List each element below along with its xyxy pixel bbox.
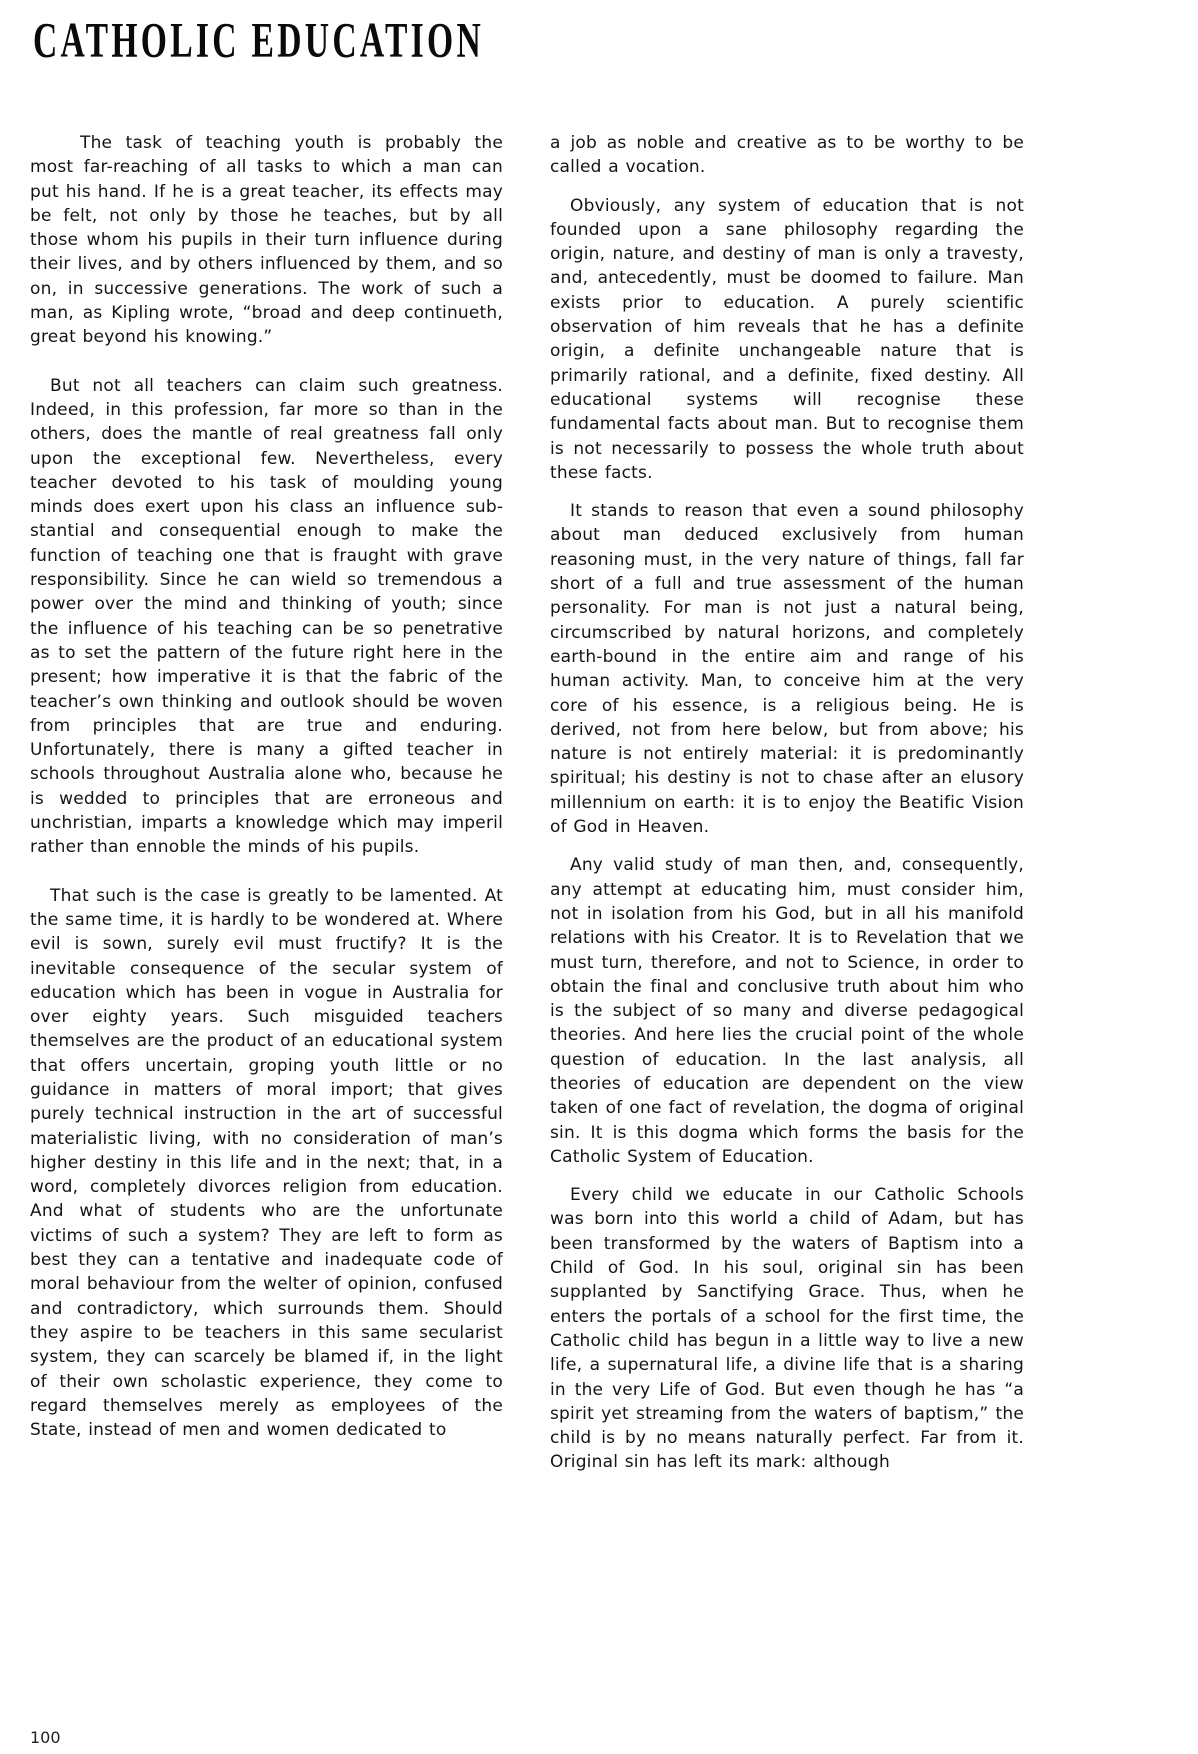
left-column — [30, 131, 503, 1442]
paragraph: But not all teachers can claim such greatness. Indeed, in this profession, far more so than in the others, does the mantle of real greatness fall only upon the exceptional few. Nevertheless, every teacher devoted to his task of moulding young minds does exert upon his class an influence substantial and consequential enough to make the function of teaching one that is fraught with grave responsibility. Since he can wield so tremendous a power over the mind and thinking of youth; since the influence of his teaching can be so penetrative as to set the pattern of the future right here in the present; how imperative it is that the fabric of the teacher’s own thinking and outlook should be woven from principles that are true and enduring. Unfortunately, there is many a gifted teacher in schools throughout Australia alone who, because he is wedded to principles that are erroneous and unchristian, imparts a knowledge which may imperil rather than ennoble the minds of his pupils. — [30, 375, 503, 858]
paragraph: That such is the case is greatly to be lamented. At the same time, it is hardly to be wondered at. Where evil is sown, surely evil must fructify? It is the inevitable consequence of the secular system of education which has been in vogue in Australia for over eighty years. Such misguided teachers themselves are the product of an educational system that offers uncertain, groping youth little or no guidance in matters of moral import; that gives purely technical instruction in the art of successful materialistic living, with no consideration of man’s higher destiny in this life and in the next; that, in a word, completely divorces religion from education. And what of students who are the unfortunate victims of such a system? They are left to form as best they can a tentative and inadequate code of moral behaviour from the welter of opinion, confused and contradictory, which surrounds them. Should they aspire to be teachers in this same secularist system, they can scarcely be blamed if, in the light of their own scholastic experience, they come to regard themselves merely as employees of the State, instead of men and women dedicated to — [30, 885, 503, 1441]
paragraph: It stands to reason that even a sound philosophy about man deduced exclusively from human reasoning must, in the very nature of things, fall far short of a full and true assessment of the human personality. For man is not just a natural being, circumscribed by natural horizons, and completely earth-bound in the entire aim and range of his human activity. Man, to conceive him at the very core of his essence, is a religious being. He is derived, not from here below, but from above; his nature is not entirely material: it is predominantly spiritual; his destiny is not to chase after an elusory millennium on earth: it is to enjoy the Beatific Vision of God in Heaven. — [550, 501, 1024, 838]
paragraph: Any valid study of man then, and, consequently, any attempt at educating him, must consider him, not in isolation from his God, but in all his manifold relations with his Creator. It is to Revelation that we must turn, therefore, and not to Science, in order to obtain the final and conclusive truth about him who is the subject of so many and diverse pedagogical theories. And here lies the crucial point of the whole question of education. In the last analysis, all theories of education are dependent on the view taken of one fact of revelation, the dogma of original sin. It is this dogma which forms the basis for the Catholic System of Education. — [550, 855, 1024, 1167]
paragraph: The task of teaching youth is probably the most far-reaching of all tasks to which a man can put his hand. If he is a great teacher, its effects may be felt, not only by those he teaches, but by all those whom his pupils in their turn influence during their lives, and by others influenced by them, and so on, in successive generations. The work of such a man, as Kipling wrote, “broad and deep continueth, great beyond his knowing.” — [30, 133, 503, 348]
right-column — [550, 131, 1024, 1475]
paragraph: Obviously, any system of education that is not founded upon a sane philosophy regarding the origin, nature, and destiny of man is only a travesty, and, antecedently, must be doomed to failure. Man exists prior to education. A purely scientific observation of him reveals that he has a definite origin, a definite unchangeable nature that is primarily rational, and a definite, fixed destiny. All educational systems will recognise these fundamental facts about man. But to recognise them is not necessarily to possess the whole truth about these facts. — [550, 195, 1024, 483]
paragraph: Every child we educate in our Catholic Schools was born into this world a child of Adam, but has been transformed by the waters of Baptism into a Child of God. In his soul, original sin has been supplanted by Sanctifying Grace. Thus, when he enters the portals of a school for the first time, the Catholic child has begun in a little way to live a new life, a supernatural life, a divine life that is a sharing in the very Life of God. But even though he has “a spirit yet streaming from the waters of baptism,” the child is by no means naturally perfect. Far from it. Original sin has left its mark: although — [550, 1185, 1024, 1473]
paragraph-continuation: a job as noble and creative as to be worthy to be called a vocation. — [550, 133, 1024, 178]
page-number: 100 — [30, 1728, 61, 1747]
page-title: CATHOLIC EDUCATION — [33, 11, 485, 68]
